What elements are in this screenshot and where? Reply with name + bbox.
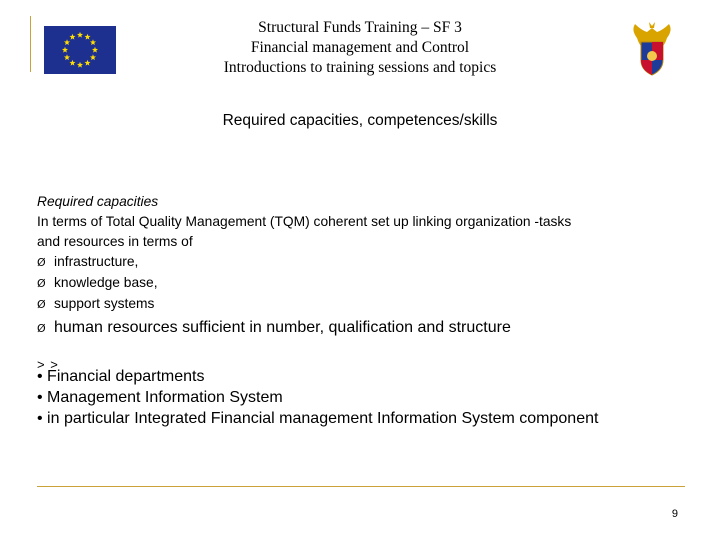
capacities-section xyxy=(37,192,687,375)
bullet-item: • in particular Integrated Financial management Information System component xyxy=(37,410,599,427)
eu-flag-icon xyxy=(44,26,116,74)
capacity-highlight xyxy=(37,316,687,341)
capacity-item-label: knowledge base, xyxy=(54,275,158,290)
capacities-intro-line-2: and resources in terms of xyxy=(37,234,193,249)
bullet-item: • Management Information System xyxy=(37,389,283,406)
header-line-1: Structural Funds Training – SF 3 xyxy=(258,19,462,36)
eu-star-icon xyxy=(90,39,96,45)
arrow-icon: Ø xyxy=(37,298,46,311)
slide-subtitle: Required capacities, competences/skills xyxy=(222,112,498,129)
arrow-icon: Ø xyxy=(37,322,46,335)
eu-star-icon xyxy=(84,34,90,40)
capacity-item-label: infrastructure, xyxy=(54,254,139,269)
romanian-coat-of-arms-icon xyxy=(629,20,675,78)
eu-star-icon xyxy=(77,32,83,38)
arrow-icon: Ø xyxy=(37,277,46,290)
left-rule xyxy=(30,16,31,72)
capacity-item xyxy=(37,252,687,273)
capacity-item-label: support systems xyxy=(54,296,155,311)
capacity-highlight-label: human resources sufficient in number, qualification and structure xyxy=(54,319,511,336)
eu-star-icon xyxy=(84,60,90,66)
eu-star-icon xyxy=(64,54,70,60)
bullet-item: • Financial departments xyxy=(37,368,205,385)
capacity-item xyxy=(37,273,687,294)
bullet-list xyxy=(37,366,598,429)
header-line-3: Introductions to training sessions and topics xyxy=(223,59,497,76)
eu-star-icon xyxy=(62,47,68,53)
gt-marks: > > xyxy=(37,357,59,372)
capacities-title: Required capacities xyxy=(37,194,159,209)
header-title xyxy=(140,18,580,78)
header-line-2: Financial management and Control xyxy=(250,39,470,56)
capacities-intro-line-1: In terms of Total Quality Management (TQM) coherent set up linking organization -tasks xyxy=(37,214,572,229)
capacity-item xyxy=(37,294,687,315)
eu-star-icon xyxy=(69,34,75,40)
page-number: 9 xyxy=(671,508,678,520)
eu-star-icon xyxy=(92,47,98,53)
eu-star-icon xyxy=(69,60,75,66)
eu-star-icon xyxy=(77,62,83,68)
eu-star-icon xyxy=(90,54,96,60)
arrow-icon: Ø xyxy=(37,256,46,269)
eu-star-icon xyxy=(64,39,70,45)
bottom-rule xyxy=(37,486,685,487)
